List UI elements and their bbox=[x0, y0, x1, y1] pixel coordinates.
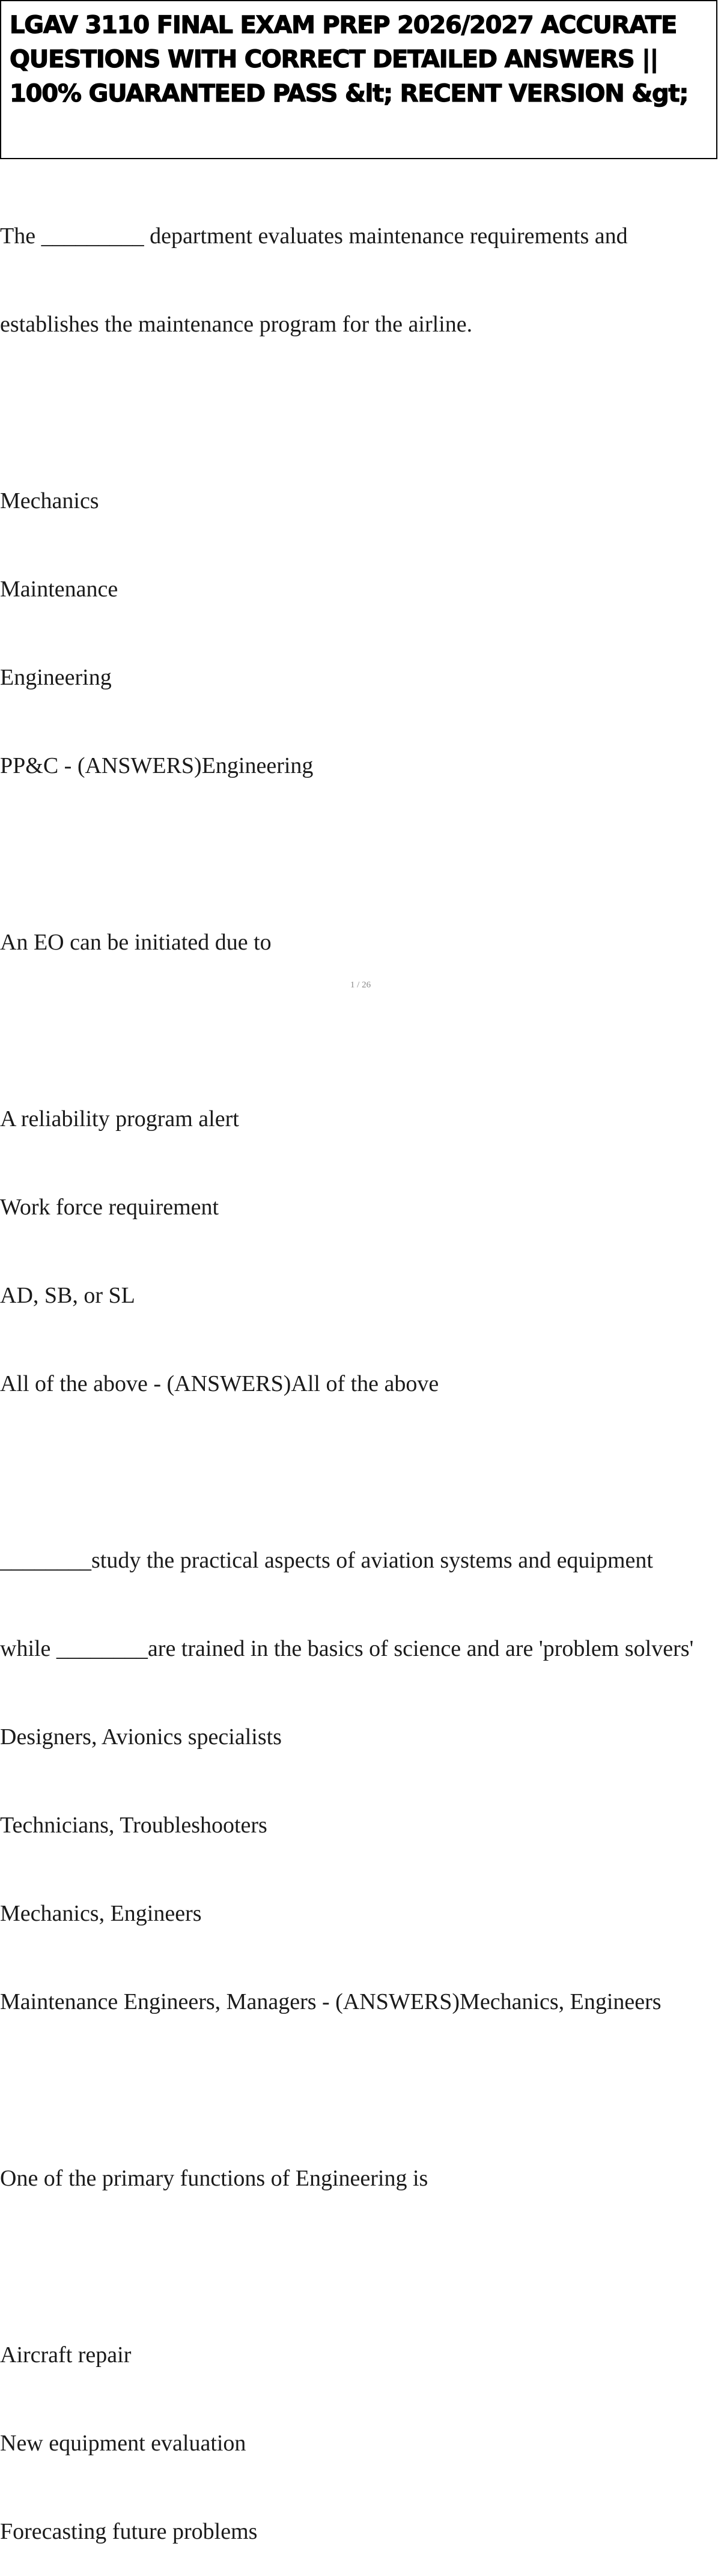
page-number: 1 / 26 bbox=[350, 980, 371, 990]
answer-option: Maintenance bbox=[0, 577, 118, 602]
answer-option: New equipment evaluation bbox=[0, 2431, 246, 2456]
text-line: The _________ department evaluates maintenance requirements and bbox=[0, 223, 628, 249]
text-line: establishes the maintenance program for the airline. bbox=[0, 312, 473, 337]
answer-option: Forecasting future problems bbox=[0, 2519, 258, 2544]
document-title: LGAV 3110 FINAL EXAM PREP 2026/2027 ACCURATE QUESTIONS WITH CORRECT DETAILED ANSWERS || 100% GUARANTEED PASS &lt; RECENT VERSION &gt; bbox=[10, 11, 689, 108]
answer-option: Mechanics, Engineers bbox=[0, 1901, 202, 1926]
blank-line bbox=[0, 2076, 721, 2105]
question-text: ________study the practical aspects of aviation systems and equipment bbox=[0, 1548, 653, 1573]
answer-option: All of the above - (ANSWERS)All of the above bbox=[0, 1371, 439, 1396]
answer-option: PP&C - (ANSWERS)Engineering bbox=[0, 753, 314, 778]
blank-line bbox=[0, 398, 721, 428]
blank-line bbox=[0, 840, 721, 869]
answer-option: AD, SB, or SL bbox=[0, 1283, 135, 1308]
answer-option: Technicians, Troubleshooters bbox=[0, 1813, 267, 1838]
question-text: An EO can be initiated due to bbox=[0, 930, 272, 955]
blank-line bbox=[0, 1458, 721, 1487]
answer-option: Work force requirement bbox=[0, 1195, 219, 1220]
question-text: One of the primary functions of Engineering is bbox=[0, 2166, 428, 2191]
answer-option: Designers, Avionics specialists bbox=[0, 1724, 282, 1750]
blank-line bbox=[0, 2252, 721, 2282]
answer-option: Maintenance Engineers, Managers - (ANSWERS)Mechanics, Engineers bbox=[0, 1989, 662, 2014]
answer-option: Aircraft repair bbox=[0, 2342, 132, 2368]
answer-option: A reliability program alert bbox=[0, 1106, 239, 1132]
answer-option: Engineering bbox=[0, 665, 112, 690]
title-box bbox=[0, 0, 717, 159]
blank-line bbox=[0, 1016, 721, 1046]
answer-option: Mechanics bbox=[0, 488, 99, 514]
question-text: while ________are trained in the basics of science and are 'problem solvers' bbox=[0, 1636, 694, 1661]
document-body bbox=[0, 163, 721, 2576]
